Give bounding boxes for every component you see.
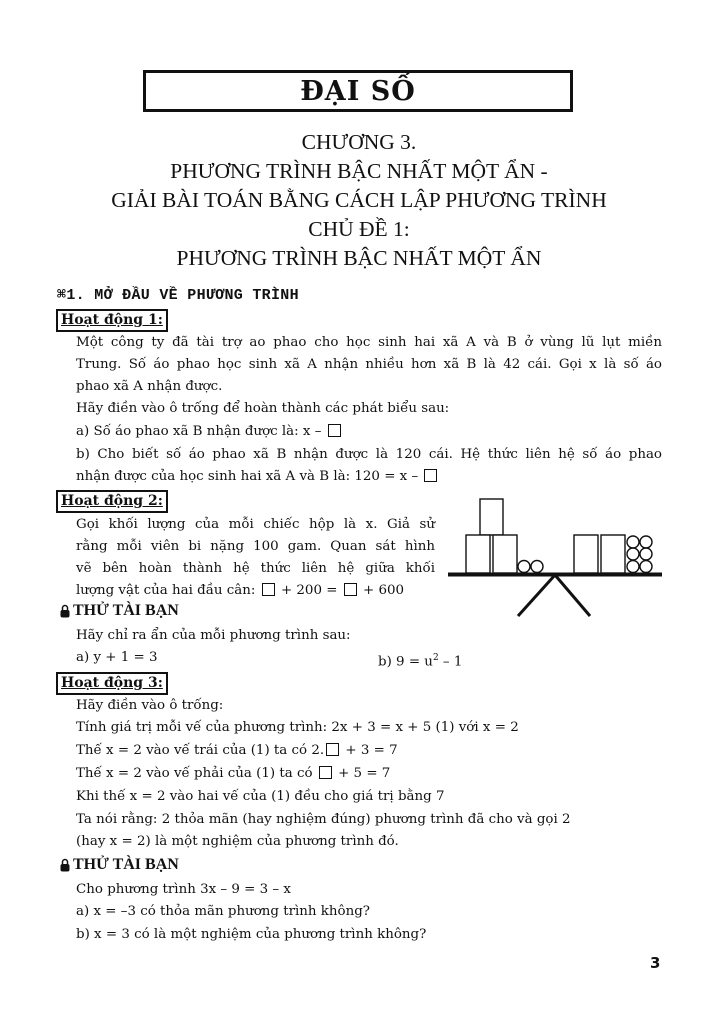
left-box-top	[480, 499, 503, 535]
activity-1-text: Trung. Số áo phao học sinh xã A nhận nhiều hơn xã B là 42 cái. Gọi x là số áo	[76, 357, 662, 372]
left-box-bottom-1	[466, 535, 490, 573]
activity-3-text: Hãy điền vào ô trống:	[76, 698, 224, 713]
activity-2-text: Gọi khối lượng của mỗi chiếc hộp là x. Giả sử	[76, 517, 435, 532]
item-b-base: b) 9 = u	[378, 654, 433, 670]
activity-1-item-a	[76, 421, 343, 443]
item-a-text: a) Số áo phao xã B nhận được là: x –	[76, 424, 322, 439]
page-number: 3	[650, 954, 661, 972]
right-marble	[627, 548, 639, 560]
answer-box	[344, 583, 357, 596]
left-side-text: Thế x = 2 vào vế trái của (1) ta có 2.	[76, 743, 325, 758]
activity-2-text: rằng mỗi viên bi nặng 100 gam. Quan sát hình	[76, 539, 435, 554]
page-title-box	[143, 70, 573, 112]
right-marble	[640, 548, 652, 560]
try-1-item-b	[378, 647, 462, 673]
try-2-item-a: a) x = –3 có thỏa mãn phương trình không?	[76, 904, 370, 919]
try-1-prompt: Hãy chỉ ra ẩn của mỗi phương trình sau:	[76, 628, 351, 643]
try-2-item-b: b) x = 3 có là một nghiệm của phương trình không?	[76, 927, 427, 942]
scale-leg-right	[555, 575, 590, 616]
activity-3-text: (hay x = 2) là một nghiệm của phương trình đó.	[76, 834, 399, 849]
answer-box	[328, 424, 341, 437]
section-label: 1. MỞ ĐẦU VỀ PHƯƠNG TRÌNH	[66, 287, 299, 304]
activity-3-left-side	[76, 740, 398, 762]
chapter-heading: CHƯƠNG 3.	[301, 130, 417, 154]
equation-prefix: lượng vật của hai đầu cân:	[76, 583, 256, 598]
right-marble	[640, 536, 652, 548]
right-marble	[640, 561, 652, 573]
chapter-title-line2: GIẢI BÀI TOÁN BẰNG CÁCH LẬP PHƯƠNG TRÌNH	[111, 188, 607, 212]
activity-1-item-b: b) Cho biết số áo phao xã B nhận được là 120 cái. Hệ thức liên hệ số áo phao	[76, 447, 662, 462]
activity-2-text: vẽ bên hoàn thành hệ thức liên hệ giữa khối	[76, 561, 435, 576]
item-b-exponent: 2	[432, 653, 439, 663]
activity-3-text: Tính giá trị mỗi vế của phương trình: 2x + 3 = x + 5 (1) với x = 2	[76, 720, 519, 735]
try-1-item-a: a) y + 1 = 3	[76, 650, 158, 665]
item-b-text: nhận được của học sinh hai xã A và B là: 120 = x –	[76, 469, 419, 484]
activity-2-equation	[76, 580, 404, 602]
right-side-result: + 5 = 7	[338, 766, 391, 781]
answer-box	[424, 469, 437, 482]
activity-3-text: Khi thế x = 2 vào hai vế của (1) đều cho giá trị bằng 7	[76, 789, 445, 804]
activity-1-label: Hoạt động 1:	[56, 309, 168, 332]
lock-icon	[60, 604, 70, 618]
balance-scale-figure	[440, 490, 670, 620]
try-2-prompt: Cho phương trình 3x – 9 = 3 – x	[76, 882, 291, 897]
topic-heading: CHỦ ĐỀ 1:	[308, 217, 410, 241]
topic-title: PHƯƠNG TRÌNH BẬC NHẤT MỘT ẨN	[176, 246, 542, 270]
answer-box	[319, 766, 332, 779]
left-marble	[518, 561, 530, 573]
right-box-1	[574, 535, 598, 573]
try-it-heading-2	[60, 856, 179, 874]
scale-leg-left	[518, 575, 555, 616]
activity-2-label: Hoạt động 2:	[56, 490, 168, 513]
left-marble	[531, 561, 543, 573]
activity-1-item-b-cont	[76, 466, 439, 488]
answer-box	[262, 583, 275, 596]
equation-middle: + 200 =	[280, 583, 338, 598]
page-title: ĐẠI SỐ	[300, 75, 416, 107]
scissors-icon: ⌘	[57, 287, 67, 304]
activity-1-text: phao xã A nhận được.	[76, 379, 223, 394]
activity-3-text: Ta nói rằng: 2 thỏa mãn (hay nghiệm đúng) phương trình đã cho và gọi 2	[76, 812, 571, 827]
try-it-label: THỬ TÀI BẠN	[73, 602, 179, 619]
activity-1-instruction: Hãy điền vào ô trống để hoàn thành các phát biểu sau:	[76, 401, 450, 416]
activity-3-label: Hoạt động 3:	[56, 672, 168, 695]
chapter-title-line1: PHƯƠNG TRÌNH BẬC NHẤT MỘT ẨN -	[170, 159, 548, 183]
right-marble	[627, 536, 639, 548]
item-b-rest: – 1	[438, 654, 463, 670]
right-side-text: Thế x = 2 vào vế phải của (1) ta có	[76, 766, 313, 781]
equation-end: + 600	[362, 583, 405, 598]
left-side-result: + 3 = 7	[345, 743, 398, 758]
left-box-bottom-2	[493, 535, 517, 573]
try-it-heading-1	[60, 602, 179, 620]
right-box-2	[601, 535, 625, 573]
activity-3-right-side	[76, 763, 390, 785]
right-marble	[627, 561, 639, 573]
section-heading	[57, 285, 299, 304]
activity-1-text: Một công ty đã tài trợ ao phao cho học sinh hai xã A và B ở vùng lũ lụt miền	[76, 335, 662, 350]
try-it-label: THỬ TÀI BẠN	[73, 856, 179, 873]
answer-box	[326, 743, 339, 756]
lock-icon	[60, 858, 70, 872]
